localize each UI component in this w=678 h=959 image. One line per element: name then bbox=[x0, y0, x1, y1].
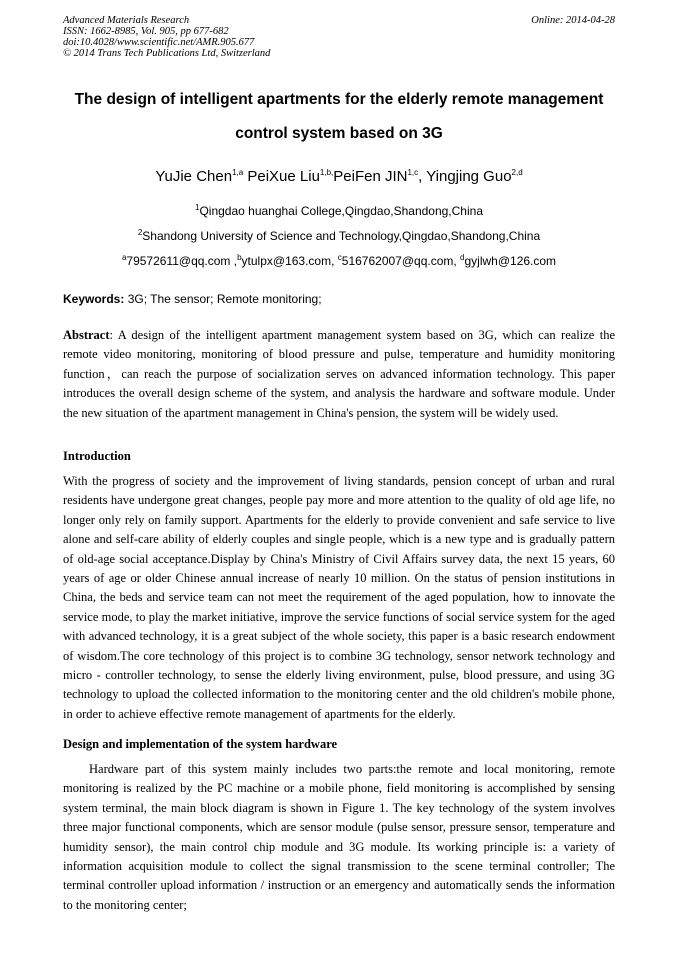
author-sup: 1,a bbox=[232, 168, 244, 177]
aff-sup: 2 bbox=[137, 228, 143, 237]
author-name: , Yingjing Guo bbox=[418, 168, 512, 185]
author-sup: 1,b, bbox=[319, 168, 334, 177]
keywords bbox=[63, 292, 322, 306]
affiliation-1 bbox=[40, 204, 638, 218]
email-sup: a bbox=[121, 253, 127, 262]
journal-name: Advanced Materials Research bbox=[63, 15, 190, 26]
author-name: PeiXue Liu bbox=[243, 168, 320, 185]
abstract-text: : A design of the intelligent apartment management system based on 3G, which can realize the remote video monitoring, monitoring of blood pressure and pulse, temperature and humidity monitoring function，can reach the purpose of socialization serves on advanced information technology. This paper introduces the overall design scheme of the system, and analysis the hardware and software module. Under the new situation of the apartment management in China's pension, the system will be widely used. bbox=[63, 328, 615, 420]
author-list bbox=[40, 168, 638, 185]
author-name: YuJie Chen bbox=[155, 168, 233, 185]
aff-text: Shandong University of Science and Technology,Qingdao,Shandong,China bbox=[142, 229, 541, 243]
aff-sup: 1 bbox=[194, 203, 200, 212]
doi-line: doi:10.4028/www.scientific.net/AMR.905.677 bbox=[63, 37, 255, 48]
keywords-label: Keywords: bbox=[63, 292, 125, 306]
email: gyjlwh@126.com bbox=[464, 254, 557, 268]
email: ytulpx@163.com, bbox=[241, 254, 338, 268]
abstract-label: Abstract bbox=[63, 328, 110, 342]
email-sup: c bbox=[337, 253, 342, 262]
author-sup: 2,d bbox=[511, 168, 523, 177]
design-heading: Design and implementation of the system hardware bbox=[63, 737, 338, 751]
issn-line: ISSN: 1662-8985, Vol. 905, pp 677-682 bbox=[63, 26, 229, 37]
email-sup: d bbox=[460, 253, 465, 262]
introduction-heading: Introduction bbox=[63, 449, 131, 463]
email: 79572611@qq.com , bbox=[126, 254, 238, 268]
paper-title-line1: The design of intelligent apartments for the elderly remote management bbox=[74, 91, 604, 108]
email-sup: b bbox=[237, 253, 242, 262]
aff-text: Qingdao huanghai College,Qingdao,Shandong,China bbox=[199, 204, 483, 218]
email-list bbox=[40, 254, 638, 268]
affiliation-2 bbox=[40, 229, 638, 243]
paper-title-line2: control system based on 3G bbox=[235, 125, 443, 142]
author-sup: 1,c bbox=[407, 168, 419, 177]
keywords-text: 3G; The sensor; Remote monitoring; bbox=[124, 292, 322, 306]
email: 516762007@qq.com, bbox=[341, 254, 461, 268]
copyright-line: © 2014 Trans Tech Publications Ltd, Switzerland bbox=[63, 48, 271, 59]
author-name: PeiFen JIN bbox=[333, 168, 408, 185]
introduction-text: With the progress of society and the improvement of living standards, pension concept of urban and rural residents have undergone great changes, people pay more and more attention to the quality of old age life, no longer only rely on family support. Apartments for the elderly to provide convenient and safe service to live alone and self-care ability of elderly couples and single people, which is a new type and is gradually pattern of old-age social acceptance.Display by China's Ministry of Civil Affairs survey data, the next 15 years, 60 years of age or older Chinese annual increase of nearly 10 million. On the status of pension institutions in China, the beds and service team can not meet the requirement of the aged population, how to innovate the service mode, to play the market initiative, improve the service functions of social service system for the aged with advanced technology, it is a great subject of the whole society, this paper is a basic research endowment of wisdom.The core technology of this project is to combine 3G technology, sensor network technology and micro - controller technology, to sense the elderly living environment, pulse, blood pressure, and using 3G technology to upload the collected information to the monitoring center and the old children's mobile phone, in order to achieve effective remote management of apartments for the elderly. bbox=[63, 474, 615, 721]
design-text: Hardware part of this system mainly includes two parts:the remote and local monitoring, remote monitoring is realized by the PC machine or a mobile phone, field monitoring is accomplished by sensing system terminal, the main block diagram is shown in Figure 1. The key technology of the system involves three major functional components, which are sensor module (pulse sensor, pressure sensor, temperature and humidity sensor), the main control chip module and 3G module. Its working principle is: a variety of information acquisition module to collect the signal transmission to the scene terminal controller; The terminal controller upload information / instruction or an emergency and automatically sends the information to the monitoring center; bbox=[63, 762, 615, 912]
journal-header bbox=[63, 15, 270, 59]
online-date: Online: 2014-04-28 bbox=[531, 15, 615, 26]
abstract bbox=[63, 326, 615, 423]
